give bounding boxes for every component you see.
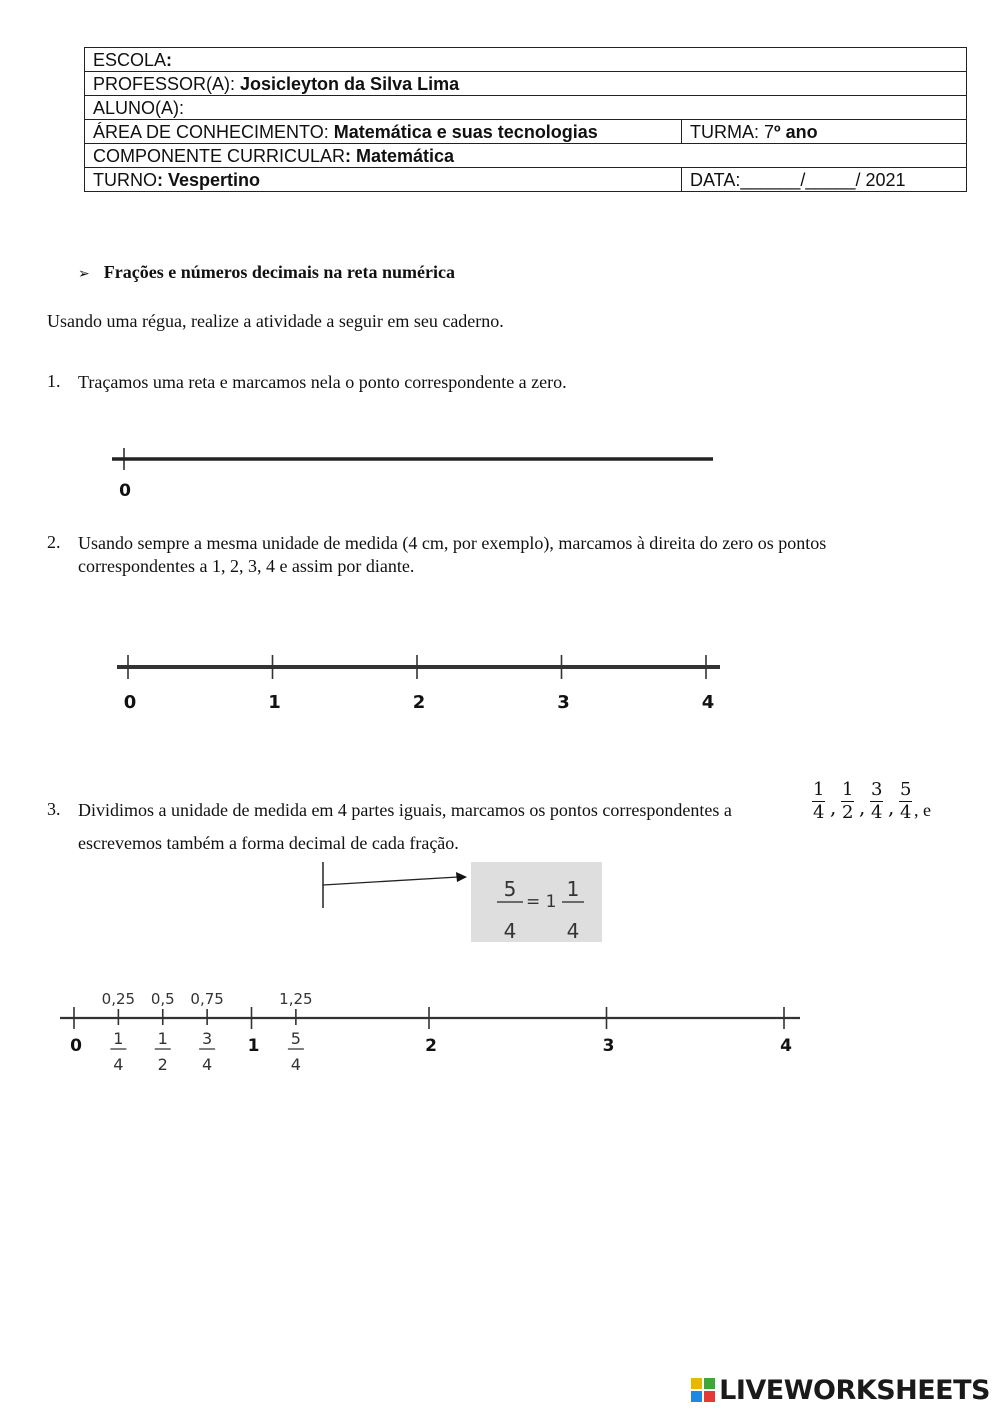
- number-line-3: [0, 985, 1000, 1085]
- area-label: ÁREA DE CONHECIMENTO:: [93, 121, 334, 142]
- inline-comma-2: ,: [859, 795, 866, 819]
- aluno-label: ALUNO(A):: [93, 97, 185, 118]
- line-3-decimal-label-4: 1,25: [279, 990, 313, 1008]
- escola-label: ESCOLA: [93, 49, 167, 70]
- item-3-number: 3.: [47, 799, 61, 819]
- line-3-frac-num-2: 1: [157, 1029, 168, 1048]
- inline-fraction-1: [812, 779, 825, 824]
- escola-colon: :: [166, 49, 173, 70]
- inline-fraction-3-den: 4: [871, 802, 883, 823]
- line-3-frac-den-1: 4: [113, 1055, 124, 1074]
- item-3-text-end: , e: [914, 800, 931, 820]
- item-2-text-line2: correspondentes a 1, 2, 3, 4 e assim por diante.: [78, 556, 415, 576]
- line-3-decimal-label-3: 0,75: [190, 990, 224, 1008]
- line-2-label-4: 4: [701, 692, 715, 713]
- mixed-equals: = 1: [526, 892, 557, 912]
- inline-fraction-4: [899, 779, 912, 824]
- turma-value: º ano: [774, 121, 818, 142]
- line-2-label-1: 1: [268, 692, 281, 713]
- line-3-int-label-3: 3: [602, 1036, 615, 1056]
- escola-cell: [85, 48, 967, 72]
- pointer-line: [323, 877, 458, 885]
- turma-cell: [682, 120, 967, 144]
- line-3-frac-num-3: 3: [202, 1029, 213, 1048]
- item-2-number: 2.: [47, 532, 61, 552]
- line-3-frac-num-4: 5: [290, 1029, 301, 1048]
- inline-comma-1: ,: [830, 795, 837, 819]
- inline-fraction-1-den: 4: [813, 802, 825, 823]
- line-3-frac-den-2: 2: [157, 1055, 168, 1074]
- componente-cell: [85, 144, 967, 168]
- inline-fraction-4-den: 4: [900, 802, 912, 823]
- pointer-arrowhead-icon: [456, 872, 467, 882]
- row-componente: [85, 144, 967, 168]
- componente-value: : Matemática: [345, 145, 455, 166]
- line-3-frac-den-3: 4: [202, 1055, 213, 1074]
- intro-text: Usando uma régua, realize a atividade a seguir em seu caderno.: [47, 311, 504, 331]
- arrow-bullet-icon: ➢: [78, 266, 90, 282]
- inline-fraction-3-num: 3: [871, 779, 883, 800]
- item-1-text: Traçamos uma reta e marcamos nela o ponto correspondente a zero.: [78, 372, 567, 392]
- row-escola: [85, 48, 967, 72]
- mixed-number-svg: [471, 862, 602, 942]
- row-aluno: [85, 96, 967, 120]
- line-1-label-0: 0: [119, 481, 131, 501]
- inline-fraction-3: [870, 779, 883, 824]
- data-label: DATA:______/_____/ 2021: [690, 169, 906, 190]
- line-3-frac-num-1: 1: [113, 1029, 124, 1048]
- inline-fraction-2-den: 2: [842, 802, 854, 823]
- aluno-cell: [85, 96, 967, 120]
- area-value: Matemática e suas tecnologias: [333, 121, 598, 142]
- section-title: [78, 262, 455, 283]
- professor-cell: [85, 72, 967, 96]
- line-3-int-label-2: 2: [425, 1036, 437, 1056]
- mixed-num: 5: [503, 877, 517, 901]
- turno-value: : Vespertino: [157, 169, 261, 190]
- mixed-den: 4: [503, 919, 517, 943]
- item-3-text-line1: Dividimos a unidade de medida em 4 partes iguais, marcamos os pontos correspondentes a: [78, 800, 732, 820]
- header-table: [84, 47, 967, 192]
- row-area: [85, 120, 967, 144]
- item-2-text-line1: Usando sempre a mesma unidade de medida (4 cm, por exemplo), marcamos à direita do zero os pontos: [78, 533, 827, 553]
- line-3-decimal-label-2: 0,5: [150, 990, 175, 1008]
- row-professor: [85, 72, 967, 96]
- mixed-whole-num: 1: [566, 877, 580, 901]
- section-title-text: Frações e números decimais na reta numérica: [103, 262, 455, 282]
- row-turno: [85, 168, 967, 192]
- line-2-label-2: 2: [412, 692, 426, 713]
- item-1-number: 1.: [47, 371, 61, 391]
- turno-cell: [85, 168, 682, 192]
- inline-fraction-2: [841, 779, 854, 824]
- inline-fraction-2-num: 1: [842, 779, 854, 800]
- professor-name: Josicleyton da Silva Lima: [240, 73, 460, 94]
- line-3-int-label-1: 1: [247, 1036, 260, 1056]
- mixed-number-box: [471, 862, 602, 942]
- watermark: [691, 1375, 990, 1406]
- number-line-2: [0, 650, 1000, 720]
- inline-fraction-4-num: 5: [900, 779, 912, 800]
- turno-label: TURNO: [93, 169, 157, 190]
- mixed-whole-den: 4: [566, 919, 580, 943]
- line-3-frac-den-4: 4: [290, 1055, 301, 1074]
- number-line-1: [0, 440, 1000, 500]
- item-3-text-line2: escrevemos também a forma decimal de cada fração.: [78, 833, 459, 853]
- watermark-text: LIVEWORKSHEETS: [719, 1375, 990, 1406]
- turma-label: TURMA: 7: [690, 121, 775, 142]
- line-2-label-0: 0: [123, 692, 137, 713]
- line-3-decimal-label-1: 0,25: [101, 990, 136, 1008]
- line-2-label-3: 3: [557, 692, 570, 713]
- line-3-int-label-4: 4: [780, 1036, 792, 1056]
- inline-fraction-1-num: 1: [813, 779, 825, 800]
- data-cell: [682, 168, 967, 192]
- componente-label: COMPONENTE CURRICULAR: [93, 145, 346, 166]
- area-cell: [85, 120, 682, 144]
- line-3-int-label-0: 0: [70, 1036, 82, 1056]
- professor-label: PROFESSOR(A):: [93, 73, 241, 94]
- liveworksheets-logo-icon: [691, 1378, 715, 1402]
- inline-comma-3: ,: [888, 795, 895, 819]
